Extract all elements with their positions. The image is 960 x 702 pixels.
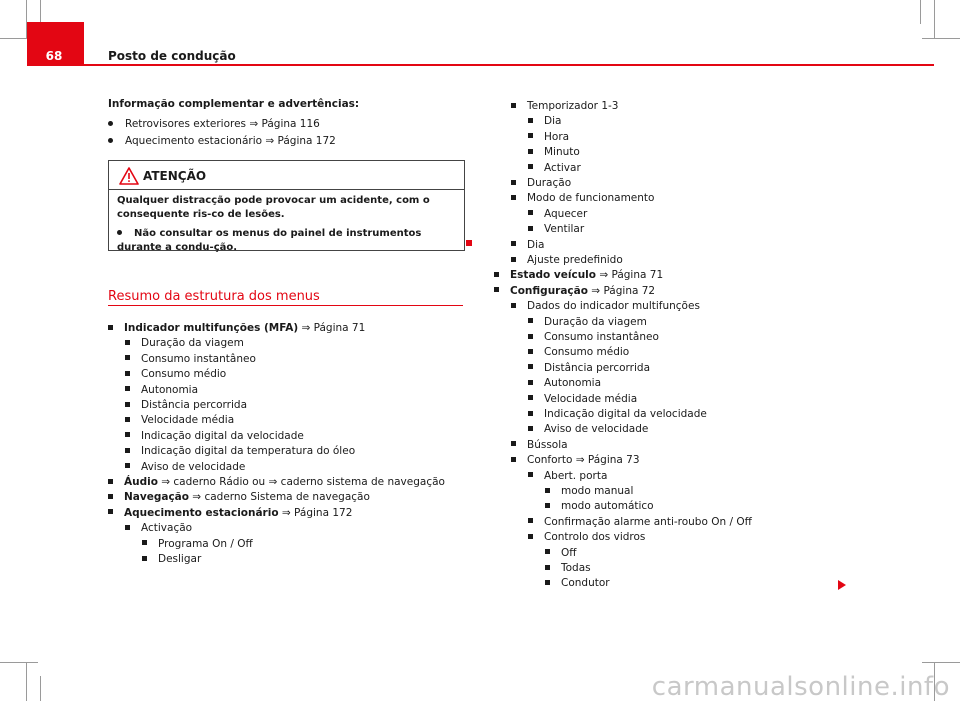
menu-item-reference: ⇒ Página 71 — [298, 322, 366, 334]
square-bullet-icon — [528, 318, 533, 323]
warning-title: ATENÇÃO — [143, 169, 207, 183]
square-bullet-icon — [528, 226, 533, 231]
menu-item — [511, 438, 568, 452]
menu-item-label: Off — [561, 546, 577, 559]
menu-item-label: Abert. porta — [544, 469, 608, 482]
menu-item — [528, 330, 659, 344]
square-bullet-icon — [125, 402, 130, 407]
square-bullet-icon — [511, 441, 516, 446]
crop-mark — [920, 0, 921, 24]
section-title: Resumo da estrutura dos menus — [108, 289, 320, 304]
menu-item — [528, 315, 647, 329]
bullet-icon — [108, 138, 113, 143]
menu-item-label: modo manual — [561, 485, 634, 497]
menu-item-label: Desligar — [158, 553, 202, 565]
menu-item — [142, 552, 201, 566]
square-bullet-icon — [511, 457, 516, 462]
menu-item-label: Indicação digital da velocidade — [141, 429, 304, 442]
warning-body — [117, 194, 457, 255]
menu-item-label: Dia — [527, 238, 545, 251]
menu-item — [108, 475, 445, 489]
menu-item — [528, 145, 580, 159]
menu-item — [125, 367, 226, 381]
square-bullet-icon — [528, 349, 533, 354]
menu-item — [125, 429, 304, 443]
continue-arrow-icon — [838, 580, 846, 590]
menu-item-label: Modo de funcionamento — [527, 192, 655, 205]
square-bullet-icon — [142, 540, 147, 545]
menu-item — [528, 222, 584, 236]
menu-item-label: Distância percorrida — [141, 399, 248, 411]
square-bullet-icon — [142, 556, 147, 561]
square-bullet-icon — [511, 103, 516, 108]
menu-item-label: Ajuste predefinido — [527, 254, 623, 266]
menu-item-reference: ⇒ Página 73 — [572, 454, 640, 467]
menu-item-label: Aquecer — [544, 207, 588, 220]
menu-item — [511, 253, 623, 267]
menu-item — [528, 422, 648, 436]
square-bullet-icon — [528, 164, 533, 169]
menu-item-label: Velocidade média — [141, 414, 235, 427]
menu-item — [528, 515, 752, 529]
menu-item — [125, 352, 256, 366]
section-rule — [108, 305, 463, 306]
info-item — [108, 117, 320, 131]
menu-item — [125, 383, 198, 397]
menu-item — [494, 284, 655, 298]
square-bullet-icon — [125, 432, 130, 437]
square-bullet-icon — [125, 386, 130, 391]
square-bullet-icon — [528, 395, 533, 400]
menu-item — [511, 238, 544, 252]
info-item-text: Aquecimento estacionário ⇒ Página 172 — [125, 135, 336, 147]
square-bullet-icon — [528, 380, 533, 385]
menu-item-label: Duração da viagem — [544, 315, 647, 328]
menu-item-label: Activar — [544, 161, 581, 174]
menu-item-reference: ⇒ Página 172 — [278, 506, 353, 519]
menu-item — [528, 207, 587, 221]
square-bullet-icon — [545, 549, 550, 554]
menu-item — [108, 490, 370, 504]
menu-item-label: Conforto — [527, 454, 573, 467]
menu-item — [545, 499, 654, 513]
menu-item-label: Ventilar — [544, 223, 585, 236]
square-bullet-icon — [125, 448, 130, 453]
square-bullet-icon — [125, 525, 130, 530]
menu-item-label: Minuto — [544, 146, 580, 159]
menu-item — [125, 398, 247, 412]
crop-mark — [922, 662, 960, 663]
menu-item-label: Indicação digital da velocidade — [544, 408, 707, 420]
menu-item — [528, 345, 629, 359]
menu-item-label: Consumo médio — [544, 346, 630, 359]
menu-item-reference: ⇒ Página 71 — [596, 269, 664, 282]
menu-item-label: Duração da viagem — [141, 337, 244, 350]
square-bullet-icon — [545, 565, 550, 570]
warning-bullet-text: Não consultar os menus do painel de instrumentos durante a condu-ção. — [117, 228, 422, 253]
crop-mark — [26, 662, 27, 701]
menu-item — [125, 460, 245, 474]
square-bullet-icon — [494, 272, 499, 277]
menu-item — [528, 469, 607, 483]
square-bullet-icon — [511, 195, 516, 200]
crop-mark — [922, 38, 960, 39]
menu-item-label: Áudio — [124, 476, 158, 488]
menu-item — [528, 361, 650, 375]
square-bullet-icon — [511, 241, 516, 246]
square-bullet-icon — [545, 580, 550, 585]
square-bullet-icon — [528, 534, 533, 539]
menu-item — [108, 506, 352, 520]
menu-item-reference: ⇒ Página 72 — [587, 284, 656, 297]
menu-item-label: Aviso de velocidade — [141, 460, 246, 473]
warning-box — [108, 160, 465, 251]
square-bullet-icon — [494, 287, 499, 292]
square-bullet-icon — [528, 411, 533, 416]
menu-item-label: Activação — [141, 522, 193, 535]
square-bullet-icon — [108, 325, 113, 330]
square-bullet-icon — [108, 479, 113, 484]
square-bullet-icon — [511, 303, 516, 308]
warning-triangle-icon — [119, 167, 139, 185]
square-bullet-icon — [528, 472, 533, 477]
menu-item-label: Temporizador 1-3 — [527, 100, 619, 112]
square-bullet-icon — [528, 133, 533, 138]
warning-bullet — [117, 227, 457, 255]
menu-item — [528, 161, 581, 175]
square-bullet-icon — [528, 149, 533, 154]
menu-item-reference: ⇒ caderno Rádio ou ⇒ caderno sistema de navegação — [157, 476, 445, 488]
menu-item — [511, 176, 571, 190]
menu-item — [545, 484, 633, 498]
menu-item — [545, 546, 577, 560]
square-bullet-icon — [125, 355, 130, 360]
menu-item-label: Dia — [544, 115, 562, 128]
bullet-icon — [108, 121, 113, 126]
square-bullet-icon — [528, 334, 533, 339]
square-bullet-icon — [108, 509, 113, 514]
square-bullet-icon — [511, 257, 516, 262]
menu-item-label: Aviso de velocidade — [544, 423, 649, 436]
square-bullet-icon — [528, 118, 533, 123]
square-bullet-icon — [125, 417, 130, 422]
menu-item-label: Controlo dos vidros — [544, 531, 646, 544]
menu-item-label: Configuração — [510, 284, 588, 297]
square-bullet-icon — [528, 210, 533, 215]
menu-item — [108, 321, 365, 335]
header-rule — [84, 64, 934, 66]
menu-item-label: Condutor — [561, 577, 610, 590]
menu-item — [528, 114, 561, 128]
section-end-marker — [466, 240, 472, 246]
crop-mark — [0, 662, 38, 663]
menu-item — [528, 407, 707, 421]
menu-item — [511, 453, 640, 467]
square-bullet-icon — [125, 371, 130, 376]
menu-item — [528, 376, 601, 390]
menu-item-label: Estado veículo — [510, 269, 596, 282]
square-bullet-icon — [528, 364, 533, 369]
menu-item-label: modo automático — [561, 500, 654, 513]
menu-item-label: Aquecimento estacionário — [124, 506, 279, 519]
menu-item — [511, 191, 654, 205]
menu-item-label: Programa On / Off — [158, 537, 253, 550]
warning-divider — [109, 189, 464, 190]
menu-item-label: Todas — [561, 562, 591, 574]
menu-item — [125, 336, 244, 350]
menu-item-reference: ⇒ caderno Sistema de navegação — [188, 491, 370, 504]
warning-text: Qualquer distracção pode provocar um acidente, com o consequente ris-co de lesões. — [117, 195, 430, 220]
page-title: Posto de condução — [108, 49, 236, 63]
info-item-text: Retrovisores exteriores ⇒ Página 116 — [125, 118, 320, 130]
menu-item-label: Distância percorrida — [544, 361, 651, 374]
menu-item-label: Confirmação alarme anti-roubo On / Off — [544, 515, 752, 528]
info-item — [108, 134, 336, 148]
menu-item — [125, 444, 355, 458]
crop-mark — [40, 0, 41, 24]
menu-item-label: Autonomia — [141, 383, 199, 396]
watermark: carmanualsonline.info — [651, 672, 950, 702]
square-bullet-icon — [511, 180, 516, 185]
menu-item-label: Indicador multifunções (MFA) — [124, 322, 299, 334]
menu-item — [511, 299, 700, 313]
menu-item-label: Dados do indicador multifunções — [527, 300, 700, 313]
menu-item — [511, 99, 618, 113]
menu-item — [125, 413, 234, 427]
menu-item-label: Bússola — [527, 438, 568, 451]
square-bullet-icon — [108, 494, 113, 499]
square-bullet-icon — [125, 340, 130, 345]
menu-item — [545, 561, 591, 575]
menu-item — [125, 521, 192, 535]
menu-item-label: Velocidade média — [544, 392, 638, 405]
menu-item-label: Autonomia — [544, 377, 602, 390]
square-bullet-icon — [545, 488, 550, 493]
menu-item — [494, 268, 663, 282]
menu-item-label: Duração — [527, 177, 572, 189]
menu-item — [142, 537, 253, 551]
square-bullet-icon — [528, 426, 533, 431]
bullet-icon — [117, 230, 122, 235]
menu-item — [528, 392, 637, 406]
menu-item-label: Indicação digital da temperatura do óleo — [141, 445, 356, 458]
menu-item-label: Consumo instantâneo — [141, 352, 256, 365]
square-bullet-icon — [545, 503, 550, 508]
menu-item — [545, 576, 610, 590]
menu-item-label: Consumo médio — [141, 368, 227, 381]
square-bullet-icon — [125, 463, 130, 468]
square-bullet-icon — [528, 518, 533, 523]
info-heading: Informação complementar e advertências: — [108, 98, 360, 110]
menu-item — [528, 130, 569, 144]
menu-item — [528, 530, 645, 544]
crop-mark — [40, 676, 41, 701]
crop-mark — [934, 0, 935, 38]
menu-item-label: Hora — [544, 130, 570, 143]
menu-item-label: Consumo instantâneo — [544, 331, 659, 343]
menu-item-label: Navegação — [124, 491, 189, 504]
page-number: 68 — [45, 49, 63, 63]
